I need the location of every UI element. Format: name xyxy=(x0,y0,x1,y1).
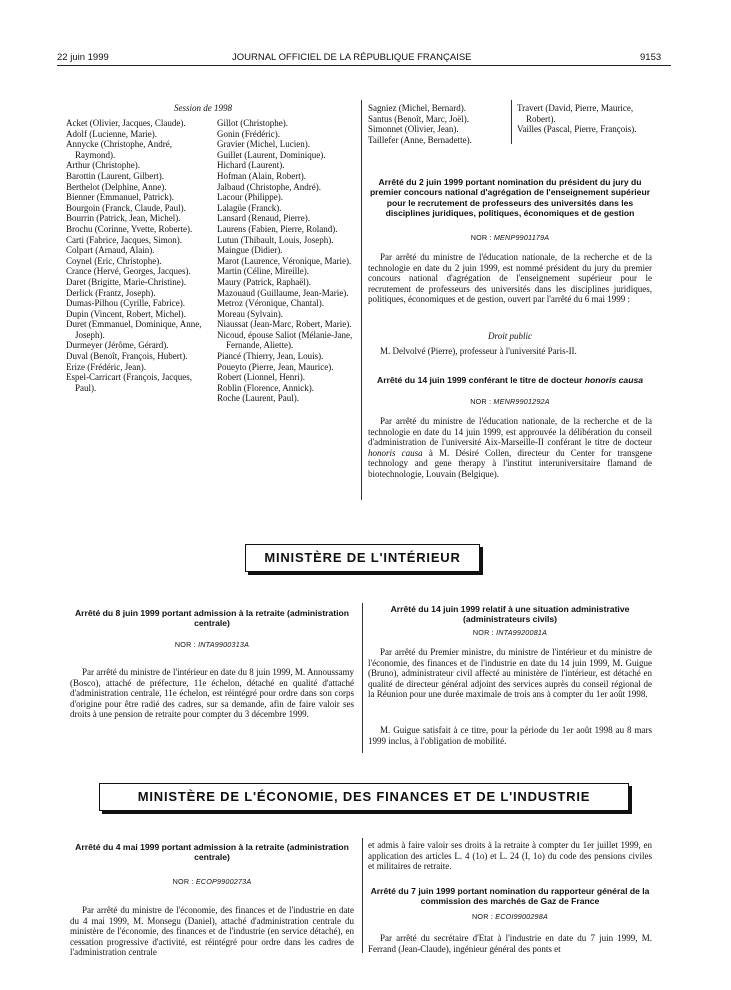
session-name-entry: Derlick (Frantz, Joseph). xyxy=(66,287,156,298)
session-list-col3 xyxy=(368,103,508,145)
session-name-entry: Durmeyer (Jérôme, Gérard). xyxy=(66,340,169,351)
arrete-docteur-nor: NOR : MENR9901292A xyxy=(470,397,550,406)
header-rule xyxy=(57,65,671,66)
arrete-rapporteur-nor: NOR : ECOI9900298A xyxy=(472,912,548,921)
session-name-entry: Barottin (Laurent, Gilbert). xyxy=(66,170,164,181)
session-title: Session de 1998 xyxy=(174,103,232,113)
session-name-entry: Berthelot (Delphine, Anne). xyxy=(66,181,167,192)
session-name-entry: Laurens (Fabien, Pierre, Roland). xyxy=(217,223,338,234)
session-name-entry: Brochu (Corinne, Yvette, Roberte). xyxy=(66,223,193,234)
session-name-entry: Marot (Laurence, Véronique, Marie). xyxy=(217,255,352,266)
session-name-entry: Simonnet (Olivier, Jean). xyxy=(368,124,459,135)
session-name-entry: Acket (Olivier, Jacques, Claude). xyxy=(66,118,186,128)
session-name-entry: Colpart (Arnaud, Alain). xyxy=(66,245,155,256)
session-name-entry: Daret (Brigitte, Marie-Christine). xyxy=(66,276,186,287)
session-name-entry: Mazouaud (Guillaume, Jean-Marie). xyxy=(217,287,349,298)
arrete-jury-nor: NOR : MENP9901179A xyxy=(470,233,550,242)
session-name-entry: Sagniez (Michel, Bernard). xyxy=(368,103,466,113)
session-name-entry: Robert (Lionnel, Henri). xyxy=(217,372,305,383)
session-name-entry: Metroz (Véronique, Chantal). xyxy=(217,298,324,309)
session-list-col2 xyxy=(217,118,357,404)
session-name-entry: Niaussat (Jean-Marc, Robert, Marie). xyxy=(217,319,352,330)
arrete-situation-body1: Par arrêté du Premier ministre, du ministre de l'intérieur et du ministre de l'économie, des finances et de l'industrie en date du 14 juin 1999, M. Guigue (Bruno), administrateur civil affecté au ministère de l'intérieur, est détaché en qualité de directeur général adjoint des services auprès du conseil régional de la Réunion pour une durée maximale de trois ans à compter du 1er août 1998. xyxy=(368,647,652,700)
session-name-entry: Vailles (Pascal, Pierre, François). xyxy=(517,124,637,135)
section-droit-public: Droit public xyxy=(488,331,532,341)
page-number: 9153 xyxy=(640,52,662,63)
session-name-entry: Guillet (Laurent, Dominique). xyxy=(217,149,326,160)
session-name-entry: Maury (Patrick, Raphaël). xyxy=(217,276,311,287)
retraite-continuation: et admis à faire valoir ses droits à la retraite à compter du 1er juillet 1999, en application des articles L. 4 (1o) et L. 24 (I, 1o) du code des pensions civiles et militaires de retraite. xyxy=(368,840,652,872)
session-name-entry: Coynel (Eric, Christophe). xyxy=(66,255,162,266)
session-name-entry: Arthur (Christophe). xyxy=(66,160,140,171)
session-name-entry: Taillefer (Anne, Bernadette). xyxy=(368,134,472,145)
session-name-entry: Lacour (Philippe). xyxy=(217,192,283,203)
session-name-entry: Poueyto (Pierre, Jean, Maurice). xyxy=(217,361,334,372)
arrete-retraite-economie-title: Arrêté du 4 mai 1999 portant admission à la retraite (administration centrale) xyxy=(75,842,349,863)
session-name-entry: Carti (Fabrice, Jacques, Simon). xyxy=(66,234,182,245)
arrete-retraite-economie-nor: NOR : ECOP9900273A xyxy=(172,877,252,886)
session-name-entry: Duval (Benoît, François, Hubert). xyxy=(66,351,188,362)
session-name-entry: Dumas-Pilhou (Cyrille, Fabrice). xyxy=(66,298,185,309)
session-name-entry: Hofman (Alain, Robert). xyxy=(217,170,306,181)
arrete-docteur-title: Arrêté du 14 juin 1999 conférant le titre de docteur honoris causa xyxy=(376,375,643,385)
session-name-entry: Gravier (Michel, Lucien). xyxy=(217,139,310,150)
arrete-rapporteur-body: Par arrêté du secrétaire d'Etat à l'industrie en date du 7 juin 1999, M. Ferrand (Jean-Claude), ingénieur général des ponts et xyxy=(368,933,652,954)
session-name-entry: Crance (Hervé, Georges, Jacques). xyxy=(66,266,191,277)
economie-column-divider xyxy=(362,838,363,953)
session-list-col1 xyxy=(66,118,206,393)
session-name-entry: Annycke (Christophe, André, Raymond). xyxy=(66,139,172,160)
session-name-entry: Roblin (Florence, Annick). xyxy=(217,382,314,393)
jury-president: M. Delvolvé (Pierre), professeur à l'université Paris-II. xyxy=(380,346,577,356)
session-name-entry: Lalagüe (Franck). xyxy=(217,202,282,213)
column-divider xyxy=(361,100,362,500)
session-name-entry: Gillot (Christophe). xyxy=(217,118,288,128)
session-name-entry: Piancé (Thierry, Jean, Louis). xyxy=(217,351,324,362)
session-name-entry: Espel-Carricart (François, Jacques, Paul). xyxy=(66,372,192,393)
journal-title: JOURNAL OFFICIEL DE LA RÉPUBLIQUE FRANÇAISE xyxy=(232,52,472,63)
arrete-situation-nor: NOR : INTA9920081A xyxy=(472,628,548,637)
ministere-interieur-heading: MINISTÈRE DE L'INTÉRIEUR xyxy=(245,544,480,572)
session-name-entry: Adolf (Lucienne, Marie). xyxy=(66,128,157,139)
arrete-situation-title: Arrêté du 14 juin 1999 relatif à une situation administrative (administrateurs civils) xyxy=(390,604,630,625)
arrete-jury-title: Arrêté du 2 juin 1999 portant nomination du président du jury du premier concours national d'agrégation de l'enseignement supérieur pour le recrutement de professeurs des universités dans les disciplines juridiques, politiques, économiques et de gestion xyxy=(369,177,651,219)
session-name-entry: Bourrin (Patrick, Jean, Michel). xyxy=(66,213,181,224)
arrete-rapporteur-title: Arrêté du 7 juin 1999 portant nomination du rapporteur général de la commission des marchés de Gaz de France xyxy=(370,886,650,907)
ministere-economie-heading: MINISTÈRE DE L'ÉCONOMIE, DES FINANCES ET DE L'INDUSTRIE xyxy=(99,783,629,811)
arrete-retraite-interieur-body: Par arrêté du ministre de l'intérieur en date du 8 juin 1999, M. Annoussamy (Bosco), attaché de préfecture, 11e échelon, détaché en qualité d'attaché d'administration centrale, 11e échelon, est réintégré pour ordre dans son corps d'origine pour être radié des cadres, sur sa demande, afin de faire valoir ses droits à une pension de retraite pour compter du 3 décembre 1999. xyxy=(70,667,354,720)
sub-column-divider xyxy=(511,100,512,144)
session-name-entry: Moreau (Sylvain). xyxy=(217,308,283,319)
session-name-entry: Lutun (Thibault, Louis, Joseph). xyxy=(217,234,334,245)
session-name-entry: Santus (Benoît, Marc, Joël). xyxy=(368,113,469,124)
arrete-retraite-interieur-nor: NOR : INTA9900313A xyxy=(174,640,250,649)
session-name-entry: Bienner (Emmanuel, Patrick). xyxy=(66,192,174,203)
session-name-entry: Martin (Céline, Mireille). xyxy=(217,266,309,277)
session-name-entry: Jalbaud (Christophe, André). xyxy=(217,181,321,192)
arrete-jury-body: Par arrêté du ministre de l'éducation nationale, de la recherche et de la technologie en date du 2 juin 1999, est nommé président du jury du premier concours national d'agrégation de l'enseignement supérieur pour le recrutement de professeurs des universités dans les disciplines juridiques, politiques, économiques et de gestion, ouvert par l'arrêté du 6 mai 1999 : xyxy=(368,252,652,305)
arrete-docteur-body: Par arrêté du ministre de l'éducation nationale, de la recherche et de la technologie en date du 14 juin 1999, est approuvée la délibération du conseil d'administration de l'université Aix-Marseille-II conférant le titre de docteur honoris causa à M. Désiré Collen, directeur du Center for transgene technology and gene therapy à l'institut interuniversitaire flamand de biotechnologie, Louvain (Belgique). xyxy=(368,416,652,479)
arrete-retraite-interieur-title: Arrêté du 8 juin 1999 portant admission à la retraite (administration centrale) xyxy=(74,608,350,629)
session-name-entry: Duret (Emmanuel, Dominique, Anne, Joseph). xyxy=(66,319,202,340)
interieur-column-divider xyxy=(362,603,363,753)
session-name-entry: Bourgoin (Franck, Claude, Paul). xyxy=(66,202,186,213)
session-name-entry: Nicoud, épouse Saliot (Mélanie-Jane, Fernande, Aliette). xyxy=(217,329,353,351)
session-name-entry: Hichard (Laurent). xyxy=(217,160,285,171)
session-name-entry: Maingue (Didier). xyxy=(217,245,283,256)
session-name-entry: Lansard (Renaud, Pierre). xyxy=(217,213,310,224)
session-name-entry: Erize (Frédéric, Jean). xyxy=(66,361,146,372)
session-list-col4 xyxy=(517,103,657,135)
session-name-entry: Dupin (Vincent, Robert, Michel). xyxy=(66,308,186,319)
header-date: 22 juin 1999 xyxy=(57,52,109,63)
session-name-entry: Roche (Laurent, Paul). xyxy=(217,393,299,404)
session-name-entry: Gonin (Frédéric). xyxy=(217,128,280,139)
arrete-retraite-economie-body: Par arrêté du ministre de l'économie, des finances et de l'industrie en date du 4 mai 1999, M. Monsegu (Daniel), attaché d'administration centrale du ministère de l'économie, des finances et de l'industrie (en service détaché), en cessation progressive d'activité, est réintégré pour ordre dans les cadres de l'administration centrale xyxy=(70,905,354,958)
arrete-situation-body2: M. Guigue satisfait à ce titre, pour la période du 1er août 1998 au 8 mars 1999 inclus, à l'obligation de mobilité. xyxy=(368,725,652,746)
session-name-entry: Travert (David, Pierre, Maurice, Robert). xyxy=(517,103,634,124)
